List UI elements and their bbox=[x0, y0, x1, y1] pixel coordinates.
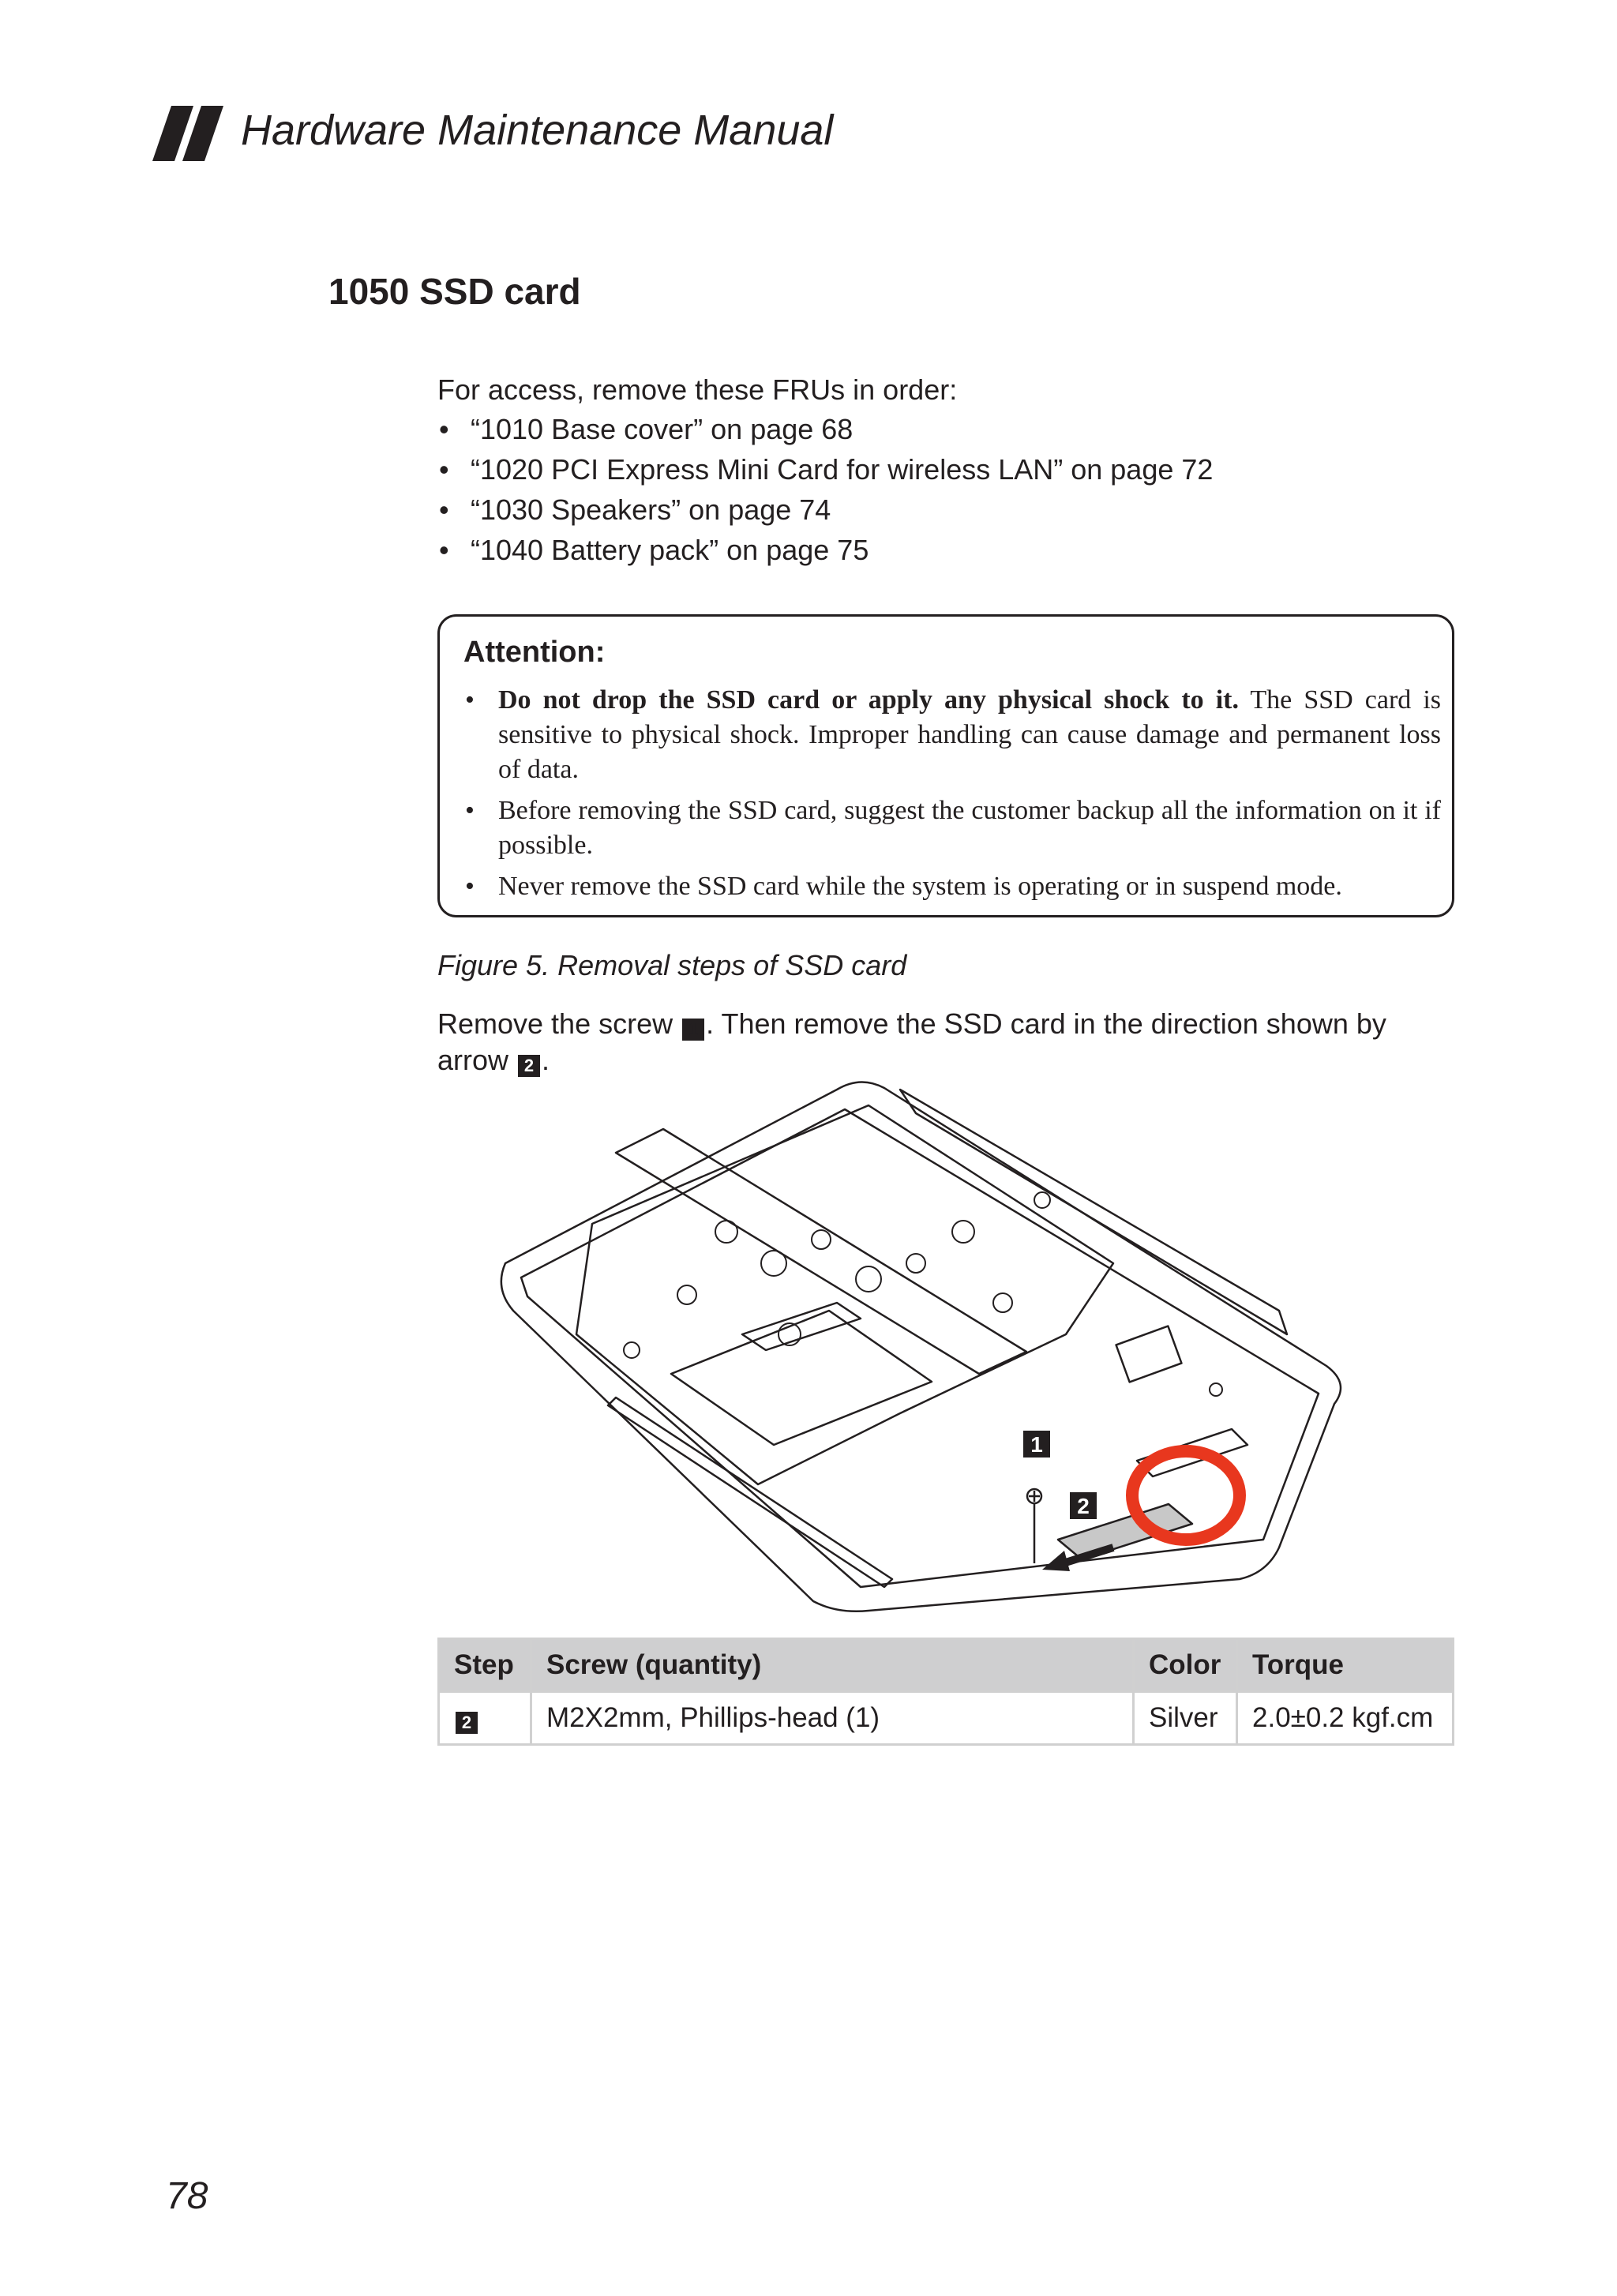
cell-screw: M2X2mm, Phillips-head (1) bbox=[531, 1692, 1134, 1745]
mount-hole bbox=[1210, 1383, 1222, 1396]
page-number: 78 bbox=[166, 2175, 208, 2217]
instruction-text: . bbox=[542, 1044, 550, 1076]
mount-hole bbox=[624, 1342, 640, 1358]
fru-list-item[interactable]: • “1030 Speakers” on page 74 bbox=[437, 490, 1213, 530]
attention-item-bold: Do not drop the SSD card or apply any physical shock to it. bbox=[498, 685, 1239, 715]
figure-instruction bbox=[437, 1006, 1464, 1079]
instruction-text: . Then remove the SSD card in the direction shown by arrow bbox=[437, 1007, 1386, 1076]
mount-hole bbox=[906, 1254, 925, 1273]
mount-hole bbox=[677, 1285, 696, 1304]
screw-spec-table bbox=[437, 1638, 1454, 1746]
manual-title: Hardware Maintenance Manual bbox=[241, 107, 834, 154]
attention-item bbox=[463, 793, 1441, 863]
fru-list-item[interactable]: • “1010 Base cover” on page 68 bbox=[437, 409, 1213, 449]
fru-list bbox=[437, 409, 1213, 570]
callout-1 bbox=[1023, 1431, 1050, 1458]
side-rail bbox=[608, 1397, 892, 1587]
mount-hole bbox=[1034, 1192, 1050, 1208]
attention-item bbox=[463, 683, 1441, 787]
double-slash-logo bbox=[152, 106, 225, 161]
column-header-screw: Screw (quantity) bbox=[531, 1639, 1134, 1692]
fru-list-item[interactable]: • “1040 Battery pack” on page 75 bbox=[437, 530, 1213, 570]
fru-list-item[interactable]: • “1020 PCI Express Mini Card for wireless LAN” on page 72 bbox=[437, 449, 1213, 490]
cell-step bbox=[439, 1692, 531, 1745]
ssd-removal-diagram bbox=[490, 1074, 1398, 1619]
table-header-row bbox=[439, 1639, 1454, 1692]
instruction-text: Remove the screw bbox=[437, 1007, 681, 1040]
touchpad-area bbox=[671, 1311, 932, 1445]
mount-hole bbox=[952, 1221, 974, 1243]
attention-item-text: The SSD card is sensitive to physical shock. Improper handling can cause damage and permanent loss of data. bbox=[498, 685, 1441, 784]
attention-title: Attention: bbox=[463, 636, 606, 669]
attention-item bbox=[463, 869, 1441, 904]
cell-color: Silver bbox=[1134, 1692, 1237, 1745]
page-header bbox=[152, 101, 863, 164]
step-2-marker: 2 bbox=[518, 1055, 540, 1077]
callout-2-label: 2 bbox=[1077, 1494, 1090, 1518]
mount-hole bbox=[761, 1251, 786, 1276]
attention-item-text: Before removing the SSD card, suggest the customer backup all the information on it if possible. bbox=[498, 796, 1441, 860]
hinge-bar bbox=[616, 1129, 1026, 1374]
step-2-marker: 2 bbox=[456, 1712, 478, 1734]
callout-1-label: 1 bbox=[1030, 1432, 1043, 1457]
figure-caption: Figure 5. Removal steps of SSD card bbox=[437, 949, 907, 981]
keyboard-plate bbox=[576, 1105, 1113, 1484]
cell-torque: 2.0±0.2 kgf.cm bbox=[1237, 1692, 1454, 1745]
column-header-torque: Torque bbox=[1237, 1639, 1454, 1692]
table-row bbox=[439, 1692, 1454, 1745]
column-header-color: Color bbox=[1134, 1639, 1237, 1692]
attention-list bbox=[463, 683, 1441, 910]
callout-2 bbox=[1070, 1492, 1097, 1519]
step-1-marker: 1 bbox=[682, 1019, 704, 1041]
section-title: 1050 SSD card bbox=[328, 271, 581, 312]
intro-text: For access, remove these FRUs in order: bbox=[437, 373, 958, 406]
mount-hole bbox=[715, 1221, 737, 1243]
mount-hole bbox=[812, 1230, 831, 1249]
attention-box bbox=[437, 614, 1454, 917]
mount-hole bbox=[993, 1293, 1012, 1312]
column-header-step: Step bbox=[439, 1639, 531, 1692]
mount-hole bbox=[856, 1266, 881, 1292]
chipset bbox=[1116, 1326, 1182, 1382]
attention-item-text: Never remove the SSD card while the system is operating or in suspend mode. bbox=[498, 872, 1342, 901]
screw-icon bbox=[1027, 1489, 1041, 1563]
